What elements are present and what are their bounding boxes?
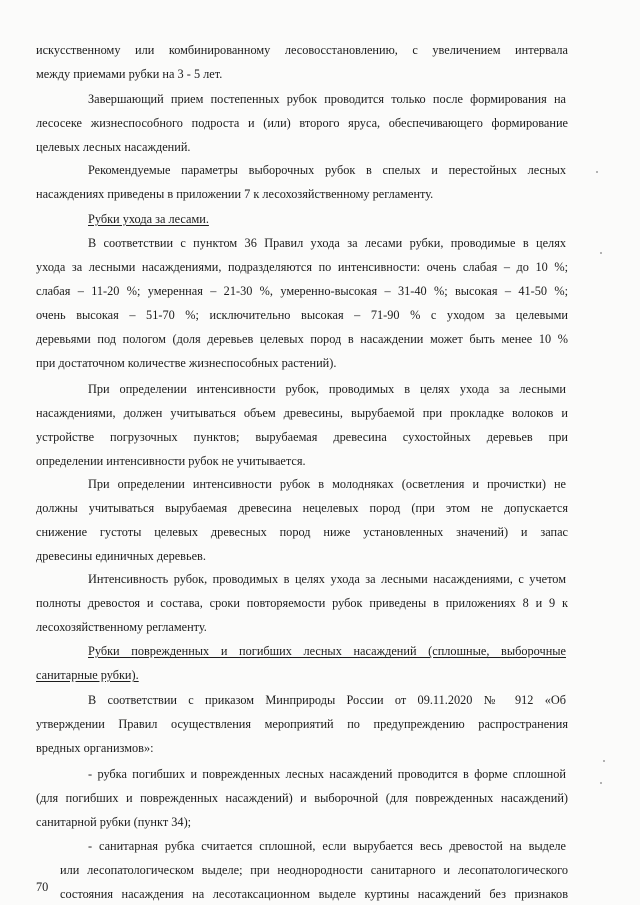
list-item: - рубка погибших и поврежденных лесных насаждений проводится в форме сплошной bbox=[88, 767, 566, 781]
text-line: Рекомендуемые параметры выборочных рубок в спелых и перестойных лесных bbox=[88, 163, 566, 177]
text-line: ухода за лесными насаждениями, подразделяются по интенсивности: очень слабая – до 10 %; bbox=[36, 260, 568, 274]
scan-speck bbox=[603, 760, 605, 762]
text-line: состояния насаждения на лесотаксационном выделе куртины насаждений без признаков bbox=[60, 887, 568, 901]
text-line: при достаточном количестве жизнеспособных растений). bbox=[36, 356, 337, 370]
text-line: целевых лесных насаждений. bbox=[36, 140, 191, 154]
scan-speck bbox=[596, 171, 598, 173]
text-line: устройстве погрузочных пунктов; вырубаемая древесина сухостойных деревьев при bbox=[36, 430, 568, 444]
section-heading: санитарные рубки). bbox=[36, 668, 139, 682]
text-line: должны учитываться вырубаемая древесина нецелевых пород (при этом не допускается bbox=[36, 501, 568, 515]
text-line: слабая – 11-20 %; умеренная – 21-30 %, умеренно-высокая – 31-40 %; высокая – 41-50 %; bbox=[36, 284, 568, 298]
text-line: утверждении Правил осуществления мероприятий по предупреждению распространения bbox=[36, 717, 568, 731]
text-line: лесосеке жизнеспособного подроста и (или) второго яруса, обеспечивающего формирование bbox=[36, 116, 568, 130]
text-line: санитарной рубки (пункт 34); bbox=[36, 815, 192, 829]
text-line: деревьями под пологом (доля деревьев целевых пород в насаждении может быть менее 10 % bbox=[36, 332, 568, 346]
list-item: - санитарная рубка считается сплошной, если вырубается весь древостой на выделе bbox=[88, 839, 566, 853]
text-line: Завершающий прием постепенных рубок проводится только после формирования на bbox=[88, 92, 566, 106]
text-line: насаждениях приведены в приложении 7 к лесохозяйственному регламенту. bbox=[36, 187, 434, 201]
text-line: При определении интенсивности рубок в молодняках (осветления и прочистки) не bbox=[88, 477, 566, 491]
text-line: определении интенсивности рубок не учитывается. bbox=[36, 454, 306, 468]
text-line: Интенсивность рубок, проводимых в целях ухода за лесными насаждениями, с учетом bbox=[88, 572, 566, 586]
text-line: В соответствии с приказом Минприроды России от 09.11.2020 № 912 «Об bbox=[88, 693, 566, 707]
scan-speck bbox=[600, 782, 602, 784]
text-line: между приемами рубки на 3 - 5 лет. bbox=[36, 67, 223, 81]
page-number: 70 bbox=[36, 880, 49, 894]
scan-speck bbox=[600, 252, 602, 254]
text-line: вредных организмов»: bbox=[36, 741, 154, 755]
section-heading: Рубки ухода за лесами. bbox=[88, 212, 209, 226]
text-line: искусственному или комбинированному лесовосстановлению, с увеличением интервала bbox=[36, 43, 568, 57]
text-line: В соответствии с пунктом 36 Правил ухода за лесами рубки, проводимые в целях bbox=[88, 236, 566, 250]
text-line: снижение густоты целевых древесных пород ниже установленных значений) и запас bbox=[36, 525, 568, 539]
text-line: очень высокая – 51-70 %; исключительно высокая – 71-90 % с уходом за целевыми bbox=[36, 308, 568, 322]
text-line: или лесопатологическом выделе; при неоднородности санитарного и лесопатологического bbox=[60, 863, 568, 877]
text-line: насаждениями, должен учитываться объем древесины, вырубаемой при прокладке волоков и bbox=[36, 406, 568, 420]
text-line: полноты древостоя и состава, сроки повторяемости рубок приведены в приложениях 8 и 9 к bbox=[36, 596, 568, 610]
section-heading: Рубки поврежденных и погибших лесных насаждений (сплошные, выборочные bbox=[88, 644, 566, 658]
text-line: (для погибших и поврежденных насаждений) и выборочной (для поврежденных насаждений) bbox=[36, 791, 568, 805]
text-line: При определении интенсивности рубок, проводимых в целях ухода за лесными bbox=[88, 382, 566, 396]
text-line: древесины единичных деревьев. bbox=[36, 549, 206, 563]
text-line: лесохозяйственному регламенту. bbox=[36, 620, 207, 634]
